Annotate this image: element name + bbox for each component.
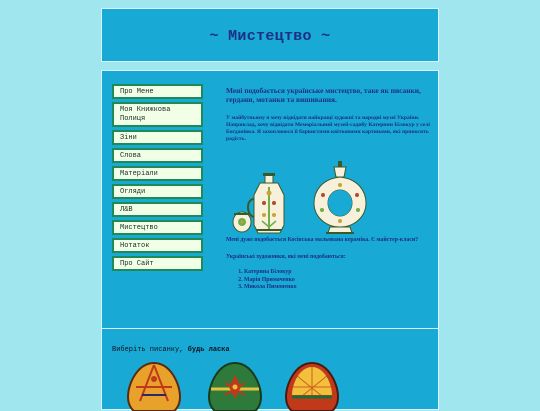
ceramic-vase	[248, 173, 284, 233]
main-band	[101, 70, 439, 329]
ceramic-cup	[233, 212, 251, 232]
main-content	[226, 86, 434, 292]
ceramics-illustration	[226, 155, 434, 237]
prompt-text: Виберіть писанку,	[112, 346, 184, 354]
kosiv-ceramics-image	[226, 155, 434, 237]
pysanka-prompt	[112, 346, 230, 354]
list-item: 3. Микола Пимоненко	[244, 284, 434, 292]
pysanka-egg-1[interactable]	[122, 361, 186, 411]
ceramics-paragraph: Мені дуже подобається Косівська мальована кераміка. Є майстер-класи?	[226, 237, 419, 243]
list-item: 2. Марія Примаченко	[244, 277, 434, 285]
nav-item-notes[interactable]: Нотаток	[112, 238, 203, 253]
nav-item-bookshelf[interactable]: Моя Книжкова Полиця	[112, 102, 203, 127]
nav-item-art[interactable]: Мистецтво	[112, 220, 203, 235]
pysanka-section	[101, 328, 439, 410]
ceramic-ring-flask	[314, 161, 366, 234]
pysanka-egg-3[interactable]	[280, 361, 344, 411]
nav-item-about-site[interactable]: Про Сайт	[112, 256, 203, 271]
page	[101, 8, 439, 405]
sidebar-nav	[112, 84, 203, 274]
nav-item-about-me[interactable]: Про Мене	[112, 84, 203, 99]
museum-paragraph: У майбутньому я хочу відвідати найкращі художні та народні музеї України. Наприклад, хочу відвідати Меморіальний музей-садибу Катерини Білокур у селі Богданівка. Я захоплююся її барвистими квітковими картинами, які приносять радість.	[226, 115, 430, 142]
list-item: 1. Катерина Білокур	[244, 269, 434, 277]
header	[101, 8, 439, 62]
nav-item-zines[interactable]: Зіни	[112, 130, 203, 145]
pysanka-egg-2[interactable]	[203, 361, 267, 411]
site-title: ~ Мистецтво ~	[209, 28, 331, 45]
intro-text: Мені подобається українське мистецтво, таке як писанки, гердани, мотанки та вишивання.	[226, 86, 421, 104]
artists-heading: Українські художники, які мені подобаються:	[226, 253, 346, 260]
artists-list	[226, 269, 434, 292]
nav-item-reviews[interactable]: Огляди	[112, 184, 203, 199]
prompt-bold-text: будь ласка	[187, 346, 230, 354]
nav-item-words[interactable]: Слова	[112, 148, 203, 163]
nav-item-materials[interactable]: Матеріали	[112, 166, 203, 181]
nav-item-qa[interactable]: Л&В	[112, 202, 203, 217]
